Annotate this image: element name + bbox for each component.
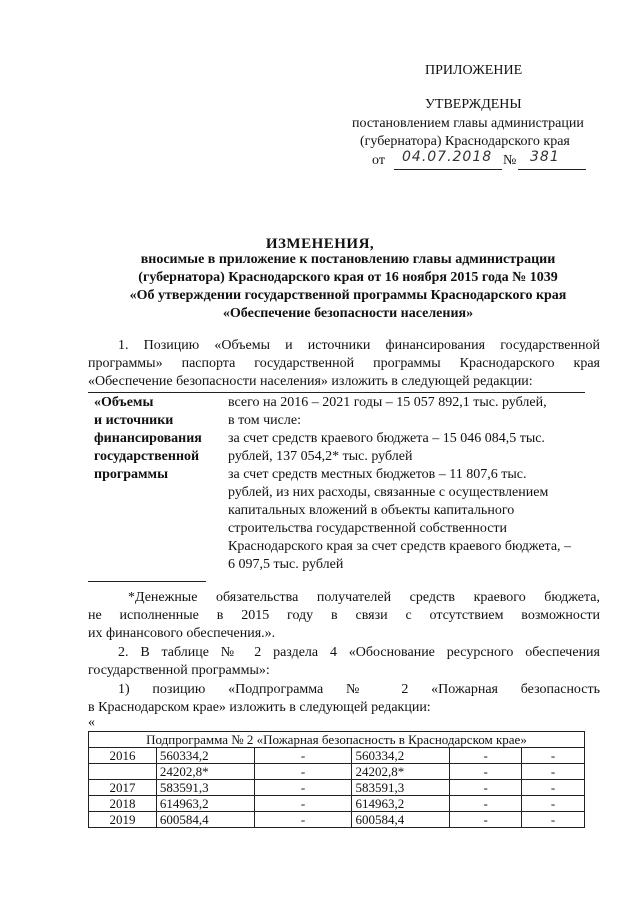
- local-cell: -: [450, 764, 522, 780]
- table-caption: Подпрограмма № 2 «Пожарная безопасность в Краснодарском крае»: [89, 732, 585, 748]
- total-cell: 24202,8*: [156, 764, 254, 780]
- date-from-label: от: [372, 153, 385, 168]
- table-row: [89, 812, 585, 828]
- handwritten-date: 04.07.2018: [402, 149, 493, 165]
- passport-value-3: за счет средств краевого бюджета – 15 046 084,5 тыс.: [228, 431, 545, 446]
- para1-line-1: 1. Позицию «Объемы и источники финансирования государственной: [118, 338, 600, 353]
- passport-label-2: и источники: [94, 413, 174, 428]
- passport-value-4: рублей, 137 054,2* тыс. рублей: [228, 449, 413, 464]
- table-row: [89, 796, 585, 812]
- table-caption-row: [89, 732, 585, 748]
- document-title: ИЗМЕНЕНИЯ,: [265, 236, 375, 252]
- passport-label-4: государственной: [94, 449, 200, 464]
- year-cell: [89, 764, 157, 780]
- footnote-separator: [88, 581, 206, 582]
- number-label: №: [503, 153, 517, 168]
- passport-value-2: в том числе:: [228, 413, 301, 428]
- passport-value-9: Краснодарского края за счет средств краевого бюджета, –: [228, 539, 572, 554]
- number-underline: [518, 169, 586, 170]
- regional-cell: 560334,2: [352, 748, 450, 764]
- approved-label: УТВЕРЖДЕНЫ: [425, 97, 522, 112]
- local-cell: -: [450, 748, 522, 764]
- handwritten-number: 381: [530, 149, 560, 165]
- opening-quote: «: [88, 715, 95, 730]
- para3-line-1: 1) позицию «Подпрограмма № 2 «Пожарная безопасность: [118, 682, 600, 697]
- table-row: [89, 764, 585, 780]
- federal-cell: -: [254, 764, 352, 780]
- total-cell: 614963,2: [156, 796, 254, 812]
- federal-cell: -: [254, 796, 352, 812]
- passport-label-3: финансирования: [94, 431, 202, 446]
- title-line-1: вносимые в приложение к постановлению главы администрации: [140, 252, 556, 267]
- other-cell: -: [522, 812, 585, 828]
- regional-cell: 600584,4: [352, 812, 450, 828]
- para2-line-1: 2. В таблице № 2 раздела 4 «Обоснование ресурсного обеспечения: [118, 645, 600, 660]
- passport-top-border: [88, 392, 585, 393]
- total-cell: 583591,3: [156, 780, 254, 796]
- footnote-line-1: *Денежные обязательства получателей средств краевого бюджета,: [128, 590, 600, 605]
- regional-cell: 583591,3: [352, 780, 450, 796]
- approved-by-line-2: (губернатора) Краснодарского края: [360, 134, 570, 149]
- federal-cell: -: [254, 812, 352, 828]
- year-cell: 2019: [89, 812, 157, 828]
- footnote-line-3: их финансового обеспечения.».: [88, 626, 276, 641]
- passport-value-6: рублей, из них расходы, связанные с осуществлением: [228, 485, 549, 500]
- regional-cell: 24202,8*: [352, 764, 450, 780]
- year-cell: 2018: [89, 796, 157, 812]
- passport-value-10: 6 097,5 тыс. рублей: [228, 557, 344, 572]
- para2-line-2: государственной программы»:: [88, 663, 270, 678]
- para3-line-2: в Краснодарском крае» изложить в следующей редакции:: [88, 700, 431, 715]
- date-underline: [394, 169, 502, 170]
- title-line-3: «Об утверждении государственной программы Краснодарского края: [129, 288, 567, 303]
- other-cell: -: [522, 764, 585, 780]
- passport-label-5: программы: [94, 467, 168, 482]
- para1-line-2: программы» паспорта государственной программы Краснодарского края: [88, 356, 600, 371]
- federal-cell: -: [254, 780, 352, 796]
- title-line-2: (губернатора) Краснодарского края от 16 ноября 2015 года № 1039: [138, 270, 558, 285]
- local-cell: -: [450, 796, 522, 812]
- regional-cell: 614963,2: [352, 796, 450, 812]
- other-cell: -: [522, 780, 585, 796]
- table-row: [89, 748, 585, 764]
- federal-cell: -: [254, 748, 352, 764]
- table-row: [89, 780, 585, 796]
- local-cell: -: [450, 780, 522, 796]
- passport-value-7: капитальных вложений в объекты капитального: [228, 503, 515, 518]
- title-line-4: «Обеспечение безопасности населения»: [222, 306, 474, 321]
- passport-value-5: за счет средств местных бюджетов – 11 807,6 тыс.: [228, 467, 527, 482]
- total-cell: 600584,4: [156, 812, 254, 828]
- other-cell: -: [522, 748, 585, 764]
- approved-by-line-1: постановлением главы администрации: [352, 116, 584, 131]
- other-cell: -: [522, 796, 585, 812]
- local-cell: -: [450, 812, 522, 828]
- para1-line-3: «Обеспечение безопасности населения» изложить в следующей редакции:: [88, 374, 533, 389]
- appendix-label: ПРИЛОЖЕНИЕ: [425, 63, 523, 78]
- passport-value-8: строительства государственной собственности: [228, 521, 508, 536]
- passport-value-1: всего на 2016 – 2021 годы – 15 057 892,1 тыс. рублей,: [228, 395, 547, 410]
- footnote-line-2: не исполненные в 2015 году в связи с отсутствием возможности: [88, 608, 600, 623]
- total-cell: 560334,2: [156, 748, 254, 764]
- year-cell: 2017: [89, 780, 157, 796]
- financing-table: [88, 731, 585, 828]
- year-cell: 2016: [89, 748, 157, 764]
- passport-label-1: «Объемы: [94, 395, 154, 410]
